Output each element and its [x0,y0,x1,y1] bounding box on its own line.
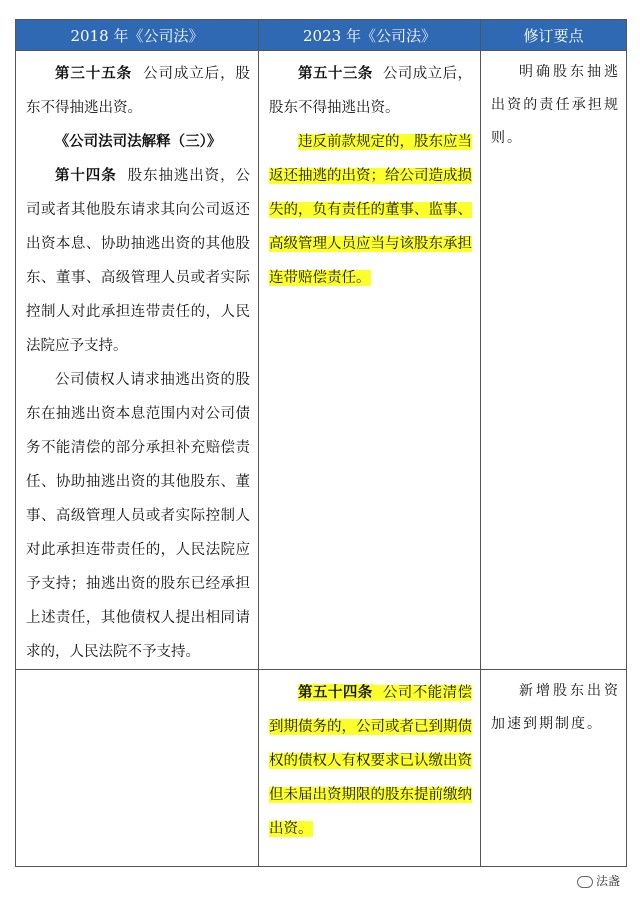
header-revision-points: 修订要点 [481,20,627,51]
revision-note-cell [481,51,627,670]
header-2023: 2023 年《公司法》 [259,20,481,51]
old-article-label: 第三十五条 [55,65,133,82]
table-row [16,670,627,867]
new-article-label: 第五十三条 [298,65,373,82]
interp-article-label: 第十四条 [55,167,117,184]
revision-note: 明确股东抽逃出资的责任承担规则。 [491,64,620,146]
interp-article-text: 股东抽逃出资，公司或者其他股东请求其向公司返还出资本息、协助抽逃出资的其他股东、董事、高级管理人员或者实际控制人对此承担连带责任的，人民法院应予支持。 [26,168,250,354]
revision-note-cell [481,670,627,867]
comparison-table [15,19,627,867]
wechat-icon [577,876,593,888]
header-row [16,20,627,51]
highlighted-added-text: 违反前款规定的，股东应当返还抽逃的出资；给公司造成损失的，负有责任的董事、监事、高级管理人员应当与该股东承担连带赔偿责任。 [269,134,472,286]
new-article-text-54: 公司不能清偿到期债务的，公司或者已到期债权的债权人有权要求已认缴出资但未届出资期限的股东提前缴纳出资。 [269,685,473,837]
table-row [16,51,627,670]
header-2018: 2018 年《公司法》 [16,20,259,51]
old-law-cell [16,51,259,670]
new-article-text: 公司成立后，股东不得抽逃出资。 [269,66,473,116]
interp-paragraph-2: 公司债权人请求抽逃出资的股东在抽逃出资本息范围内对公司债务不能清偿的部分承担补充赔偿责任、协助抽逃出资的其他股东、董事、高级管理人员或者实际控制人对此承担连带责任的，人民法院应予支持；抽逃出资的股东已经承担上述责任，其他债权人提出相同请求的，人民法院不予支持。 [26,372,250,660]
watermark [577,872,620,889]
old-law-cell-empty [16,670,259,867]
old-article-text: 公司成立后，股东不得抽逃出资。 [26,66,250,116]
new-law-cell [259,51,481,670]
watermark-text: 法盏 [595,874,620,888]
new-article-label-54: 第五十四条 [298,684,373,701]
revision-note: 新增股东出资加速到期制度。 [491,683,620,732]
interpretation-title: 《公司法司法解释（三）》 [54,133,222,150]
new-law-cell [259,670,481,867]
